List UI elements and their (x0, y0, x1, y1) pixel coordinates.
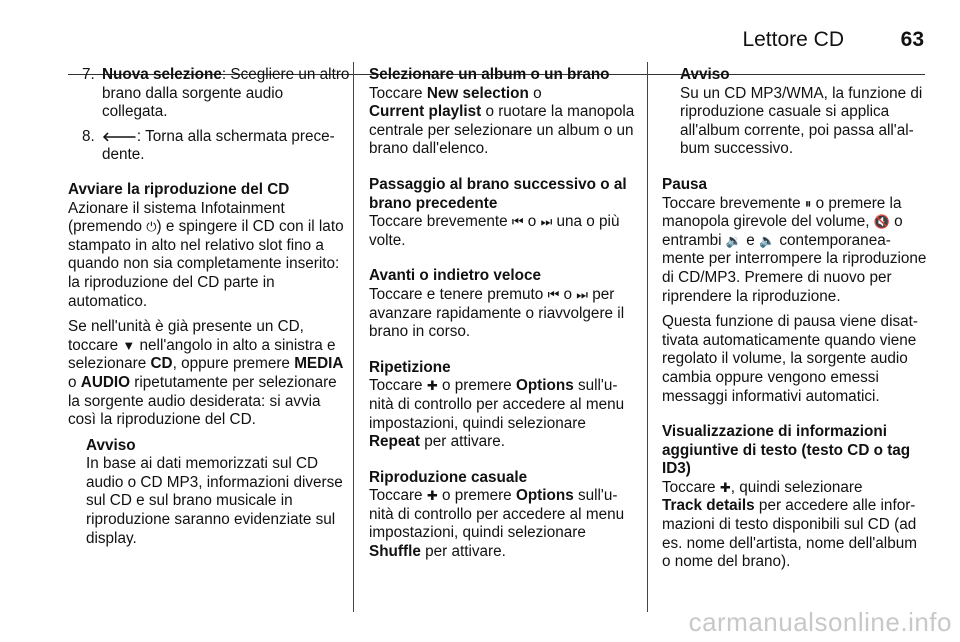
note-title: Avviso (86, 436, 136, 454)
power-icon: ⏻ (146, 219, 157, 235)
note-text: Su un CD MP3/WMA, la funzione di riproduzione casuale si applica all'album corrente, poi passa all'album successivo. (680, 84, 923, 158)
list-number: 8. (82, 127, 95, 145)
section-heading: Pausa (662, 175, 708, 193)
column-left (68, 66, 350, 555)
next-track-icon: ⏭ (540, 214, 553, 230)
mute-icon: 🔇 (873, 214, 890, 230)
paragraph: Toccare brevemente ⏮ o ⏭ una o più volte. (369, 213, 620, 249)
list-number: 7. (82, 66, 95, 83)
page-title: Lettore CD (742, 28, 844, 51)
paragraph: Toccare e tenere premuto ⏮ o ⏭ per avanzare rapidamente o riavvolgere il brano in corso. (369, 285, 625, 341)
column-middle (369, 66, 637, 569)
volume-up-icon: 🔉 (725, 232, 742, 248)
column-divider-2 (647, 62, 648, 612)
page-number: 63 (900, 28, 924, 51)
section-heading: Avviare la riproduzione del CD (68, 180, 290, 198)
paragraph: Toccare ✚ o premere Options sull'unità di controllo per accedere al menu impostazioni, quindi selezionare Repeat per attivare. (369, 377, 625, 451)
plus-icon: ✚ (426, 378, 438, 394)
plus-icon: ✚ (719, 479, 731, 495)
section-heading: Avanti o indietro veloce (369, 267, 541, 285)
paragraph: Toccare New selection o Current playlist o ruotare la manopola centrale per selezionare un album o un brano dall'elenco. (369, 84, 635, 158)
pause-icon: ⏸ (804, 195, 812, 211)
list-item-7: 7. Nuova selezione: Scegliere un altro brano dalla sorgente audio collegata. (82, 66, 350, 121)
note-text: In base ai dati memorizzati sul CD audio o CD MP3, informazioni diverse sul CD e sul brano musicale in riproduzione saranno evidenziate sul display. (86, 455, 343, 547)
paragraph: Azionare il sistema Infotainment (premendo ⏻) e spingere il CD con il lato stampato in alto nel relativo slot fino a quando non sia completamente inserito: la riproduzione del CD parte in automatico. (68, 199, 344, 310)
section-heading: Riproduzione casuale (369, 468, 528, 486)
page-header (0, 24, 924, 54)
paragraph: Questa funzione di pausa viene disattivata automaticamente quando viene regolato il volume, la sorgente audio cambia oppure vengono emessi messaggi informativi automatici. (662, 313, 918, 405)
list-item-8: 8. 🡐: Torna alla schermata precedente. (82, 127, 335, 164)
section-heading: Ripetizione (369, 358, 451, 376)
paragraph: Toccare ✚ o premere Options sull'unità di controllo per accedere al menu impostazioni, quindi selezionare Shuffle per attivare. (369, 487, 625, 561)
volume-down-icon: 🔈 (758, 232, 776, 248)
section-heading: Passaggio al brano successivo o al brano precedente (369, 175, 627, 212)
column-right (662, 66, 928, 579)
next-track-icon: ⏭ (576, 286, 588, 302)
note-box (68, 437, 350, 549)
paragraph: Se nell'unità è già presente un CD, toccare ▼ nell'angolo in alto a sinistra e selezionare CD, oppure premere MEDIA o AUDIO ripetutamente per selezionare la sorgente audio desiderata: si avvia così la riproduzione del CD. (68, 318, 344, 429)
paragraph: Toccare ✚, quindi selezionare Track details per accedere alle informazioni di testo disponibili sul CD (ad es. nome dell'artista, nome dell'album o nome del brano). (662, 478, 917, 571)
section-heading: Visualizzazione di informazioni aggiuntive di testo (testo CD o tag ID3) (662, 423, 911, 478)
note-box (662, 66, 928, 159)
note-title: Avviso (680, 66, 730, 83)
back-arrow-icon: 🡐 (102, 128, 137, 144)
plus-icon: ✚ (426, 488, 438, 504)
menu-down-icon: ▼ (122, 337, 136, 353)
watermark: carmanualsonline.info (688, 607, 952, 637)
paragraph: Toccare brevemente ⏸ o premere la manopola girevole del volume, 🔇 o entrambi 🔉 e 🔈 contemporaneamente per interrompere la riproduzione di CD/MP3. Premere di nuovo per riprendere la riproduzione. (662, 194, 927, 305)
previous-track-icon: ⏮ (511, 214, 524, 230)
column-divider-1 (353, 62, 354, 612)
previous-track-icon: ⏮ (547, 286, 560, 302)
section-heading: Selezionare un album o un brano (369, 66, 610, 83)
